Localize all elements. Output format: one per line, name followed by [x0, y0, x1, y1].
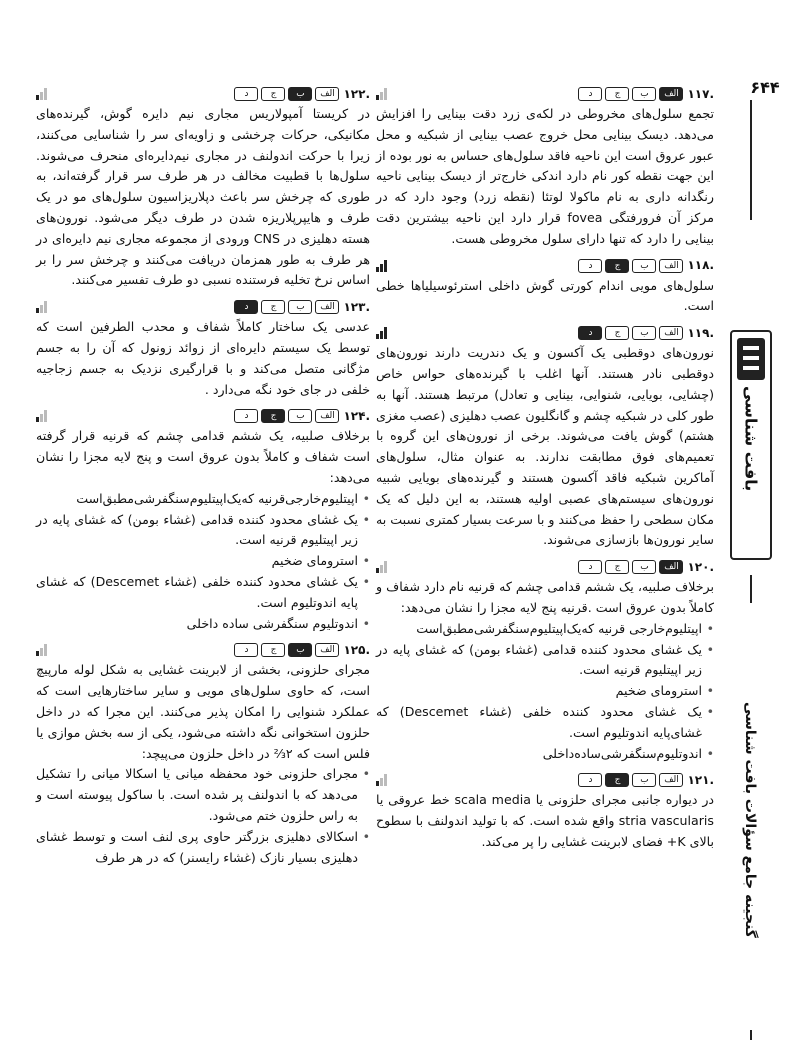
difficulty-bars-icon — [36, 410, 48, 422]
subject-tab — [730, 330, 772, 560]
answer-option: د — [234, 643, 258, 657]
answer-bullet-item: • یک غشای محدود کننده قدامی (غشاء بومن) که غشای پایه در زیر اپیتلیوم قرنیه است. — [376, 640, 714, 682]
rail-divider-bottom — [750, 1030, 752, 1040]
question-body — [36, 317, 370, 400]
answer-option: الف — [315, 643, 339, 657]
difficulty-bars-icon — [376, 260, 388, 272]
difficulty-bars-icon — [36, 88, 48, 100]
question-header — [36, 84, 370, 104]
answer-option: الف — [659, 560, 683, 574]
answer-bullet-item: • یک غشای محدود کننده قدامی (غشاء بومن) که غشای پایه در زیر اپیتلیوم قرنیه است. — [36, 510, 370, 552]
answer-bullet-item: • اپیتلیوم‌خارجی‌قرنیه که‌یک‌اپیتلیوم‌سنگفرشی‌مطبق‌است — [36, 489, 370, 510]
answer-bullet-item: • یک غشای محدود کننده خلفی (غشاء Descemet) که غشای‌پایه اندوتلیوم است. — [376, 702, 714, 744]
answer-options — [578, 87, 683, 101]
difficulty-bars-icon — [376, 774, 388, 786]
question-body — [376, 577, 714, 764]
answer-option: ج — [605, 87, 629, 101]
answer-option: د — [578, 87, 602, 101]
book-title: گنجینه جامع سؤالات بافت شناسی — [742, 702, 758, 938]
question-header-left — [234, 297, 370, 318]
question-header — [376, 256, 714, 276]
question-number: ۱۲۵. — [343, 642, 370, 657]
question-header-left — [578, 323, 714, 344]
answer-paragraph: تجمع سلول‌های مخروطی در لکه‌ی زرد دقت بینایی را افزایش می‌دهد. دیسک بینایی محل خروج عصب بینایی از شبکیه و محل عبور عروق است این ناحیه فاقد سلول‌های حساس به نور بوده از این جهت نقطه کور نام دارد اندکی خارج‌تر از دیسک بینایی ناحیه رنگدانه داری به نام ماکولا لوتئا (نقطه زرد) وجود دارد که در مرکز آن فرورفتگی fovea قرار دارد این ناحیه بیشترین دقت بینایی را دارد که تنها دارای سلول مخروطی هست. — [376, 106, 714, 246]
question-block — [36, 84, 370, 291]
answer-option: ب — [288, 409, 312, 423]
question-header-left — [578, 255, 714, 276]
answer-paragraph: عدسی یک ساختار کاملاً شفاف و محدب الطرفین است که توسط یک سیستم دایره‌ای از زوائد زونول که آن را به جسم مژگانی متصل می‌کند و با قرارگیری نزدیک به جسم زجاجیه خلفی در جای خود نگه می‌دارد . — [36, 319, 370, 397]
question-block — [36, 640, 370, 868]
question-block — [376, 84, 714, 250]
difficulty-bars-icon — [376, 88, 388, 100]
answer-bullet-item: • یک غشای محدود کننده خلفی (غشاء Descemet) که غشای پایه اندوتلیوم است. — [36, 572, 370, 614]
question-header — [376, 557, 714, 577]
answer-option: الف — [315, 87, 339, 101]
answer-option: د — [234, 409, 258, 423]
question-number: ۱۲۱. — [687, 772, 714, 787]
answer-option: ج — [605, 773, 629, 787]
question-header — [36, 297, 370, 317]
question-body — [36, 104, 370, 291]
answer-option: الف — [659, 87, 683, 101]
answer-option: د — [578, 773, 602, 787]
question-header — [36, 406, 370, 426]
answer-options — [578, 259, 683, 273]
answer-option: ب — [632, 87, 656, 101]
question-number: ۱۲۰. — [687, 559, 714, 574]
answer-option: د — [578, 560, 602, 574]
book-logo-icon — [737, 338, 765, 380]
answer-bullet-item: • استرومای ضخیم — [376, 681, 714, 702]
answer-paragraph: مجرای حلزونی، بخشی از لابرینت غشایی به شکل لوله مارپیچ است، که حاوی سلول‌های مویی و سایر ساختارهایی است که عملکرد شنوایی را امکان پذیر می‌کنند. این مجرا که در داخل حلزون استخوانی نگه داشته می‌شود، یکی از سه بخش موازی یا فلس است که ۲⅔ در داخل حلزون می‌پیچد: — [36, 662, 370, 761]
question-block — [376, 557, 714, 764]
question-number: ۱۲۲. — [343, 86, 370, 101]
answer-option: ب — [288, 300, 312, 314]
difficulty-bars-icon — [36, 644, 48, 656]
question-header — [376, 84, 714, 104]
answer-bullet-item: • اسکالای دهلیزی بزرگتر حاوی پری لنف است و توسط غشای دهلیزی بسیار نازک (غشاء رایسنر) که در هر طرف — [36, 827, 370, 869]
question-header-left — [578, 557, 714, 578]
answer-option: د — [234, 87, 258, 101]
answer-paragraph: در دیواره جانبی مجرای حلزونی یا scala media خط عروقی یا stria vascularis واقع شده است. که با تولید اندولنف با سطوح بالای K+ فضای لابرینت غشایی را پر می‌کند. — [376, 792, 715, 849]
answer-option: الف — [659, 773, 683, 787]
answer-option: د — [578, 259, 602, 273]
difficulty-bars-icon — [376, 327, 388, 339]
question-header-left — [234, 84, 370, 105]
answer-paragraph: سلول‌های مویی اندام کورتی گوش داخلی استرئوسیلیاها خطی است. — [376, 277, 714, 314]
question-body — [376, 104, 714, 250]
side-rail — [722, 100, 780, 1000]
answer-options — [578, 326, 683, 340]
answer-options — [578, 560, 683, 574]
answer-option: الف — [315, 409, 339, 423]
answer-option: د — [578, 326, 602, 340]
question-number: ۱۲۴. — [343, 408, 370, 423]
answer-bullet-list — [376, 619, 714, 765]
question-header — [376, 770, 714, 790]
answer-options — [234, 643, 339, 657]
answer-option: ج — [261, 87, 285, 101]
answer-bullet-item: • مجرای حلزونی خود محفظه میانی یا اسکالا میانی را تشکیل می‌دهد که با اندولنف پر شده است. با ساکول پیوسته است و به راس حلزون ختم می‌شود. — [36, 764, 370, 826]
answer-bullet-item: • اپیتلیوم‌خارجی قرنیه که‌یک‌اپیتلیوم‌سنگفرشی‌مطبق‌است — [376, 619, 714, 640]
answer-option: ب — [632, 326, 656, 340]
rail-divider-middle — [750, 575, 752, 603]
answer-options — [234, 409, 339, 423]
page-number: ۶۴۴ — [750, 78, 780, 97]
question-header-left — [234, 406, 370, 427]
rail-divider-top — [750, 100, 752, 220]
column-left — [36, 78, 370, 868]
question-header-left — [578, 84, 714, 105]
question-body — [376, 790, 714, 852]
answer-option: ج — [261, 643, 285, 657]
answer-option: ج — [261, 409, 285, 423]
question-header — [376, 323, 714, 343]
answer-paragraph: نورون‌های دوقطبی یک آکسون و یک دندریت دارند نورون‌های دوقطبی نادر هستند. آنها اغلب با گیرنده‌های حواس خاص (چشایی، بویایی، شنوایی، بینایی و تعادل) مرتبط هستند. آنها به طور کلی در شبکیه چشم و گانگلیون عصب دهلیزی (عصب مغزی هشتم) گوش یافت می‌شوند. برخی از نورون‌های این گروه با تعمیم‌های فوق مطابقت ندارند. به عنوان مثال، سلول‌های آماکرین شبکیه فاقد آکسون هستند و گیرنده‌های بویایی شبیه نورون‌های سیستم‌های عصبی اولیه هستند، به این دلیل که یک مکان سطحی را حفظ می‌کنند و با سرعت بسیار کمتری نسبت به سایر نورون‌ها بازسازی می‌شوند. — [376, 345, 714, 548]
answer-options — [234, 300, 339, 314]
question-body — [36, 426, 370, 634]
difficulty-bars-icon — [376, 561, 388, 573]
answer-bullet-list — [36, 489, 370, 635]
subject-label: بافت شناسی — [741, 386, 761, 492]
answer-option: الف — [659, 259, 683, 273]
answer-option: ب — [288, 643, 312, 657]
question-body — [36, 660, 370, 868]
question-block — [36, 297, 370, 400]
question-block — [376, 256, 714, 318]
answer-bullet-item: • استرومای ضخیم — [36, 551, 370, 572]
answer-option: ج — [605, 560, 629, 574]
answer-option: ب — [288, 87, 312, 101]
answer-option: الف — [659, 326, 683, 340]
answer-options — [234, 87, 339, 101]
question-header-left — [234, 640, 370, 661]
answer-bullet-item: • اندوتلیوم سنگفرشی ساده داخلی — [36, 614, 370, 635]
answer-bullet-list — [36, 764, 370, 868]
question-block — [376, 770, 714, 852]
answer-option: الف — [315, 300, 339, 314]
question-number: ۱۱۷. — [687, 86, 714, 101]
question-block — [376, 323, 714, 551]
question-number: ۱۱۹. — [687, 325, 714, 340]
answer-option: ج — [261, 300, 285, 314]
question-block — [36, 406, 370, 634]
answer-option: د — [234, 300, 258, 314]
answer-option: ج — [605, 326, 629, 340]
answer-options — [578, 773, 683, 787]
question-header — [36, 640, 370, 660]
answer-paragraph: برخلاف صلبیه، یک ششم قدامی چشم که قرنیه قرار گرفته است شفاف و کاملاً بدون عروق است و پنج لایه مجزا را نشان می‌دهد: — [36, 428, 370, 485]
question-body — [376, 343, 714, 551]
question-header-left — [578, 770, 714, 791]
answer-option: ب — [632, 773, 656, 787]
answer-option: ج — [605, 259, 629, 273]
question-number: ۱۱۸. — [687, 258, 714, 273]
answer-option: ب — [632, 560, 656, 574]
question-body — [376, 276, 714, 318]
difficulty-bars-icon — [36, 301, 48, 313]
answer-paragraph: در کریستا آمپولاریس مجاری نیم دایره گوش، گیرنده‌های مکانیکی، حرکات چرخشی و زاویه‌ای سر را شناسایی می‌کنند، زیرا با حرکت اندولنف در مجاری نیم‌دایره‌ای منحرف می‌شوند. سلول‌ها با قطبیت مخالف در هر طرف سر قرار گرفته‌اند، به طوری که چرخش سر باعث دپلاریزاسیون سلول‌های مو در یک طرف و هایپرپلاریزه شدن در طرف دیگر می‌شود. نورون‌های هسته دهلیزی در CNS ورودی از مجموعه مجاری نیم دایره‌ای در هر طرف به طور همزمان دریافت می‌کنند و چرخش سر را بر اساس نرخ تخلیه فرستنده نسبی دو طرف تفسیر می‌کنند. — [36, 106, 370, 288]
column-right — [376, 78, 714, 853]
answer-option: ب — [632, 259, 656, 273]
answer-bullet-item: • اندوتلیوم‌سنگفرشی‌ساده‌داخلی — [376, 744, 714, 765]
question-number: ۱۲۳. — [343, 299, 370, 314]
answer-paragraph: برخلاف صلبیه، یک ششم قدامی چشم که قرنیه نام دارد شفاف و کاملاً بدون عروق است .قرنیه پنج لایه مجزا را نشان می‌دهد: — [376, 579, 714, 615]
